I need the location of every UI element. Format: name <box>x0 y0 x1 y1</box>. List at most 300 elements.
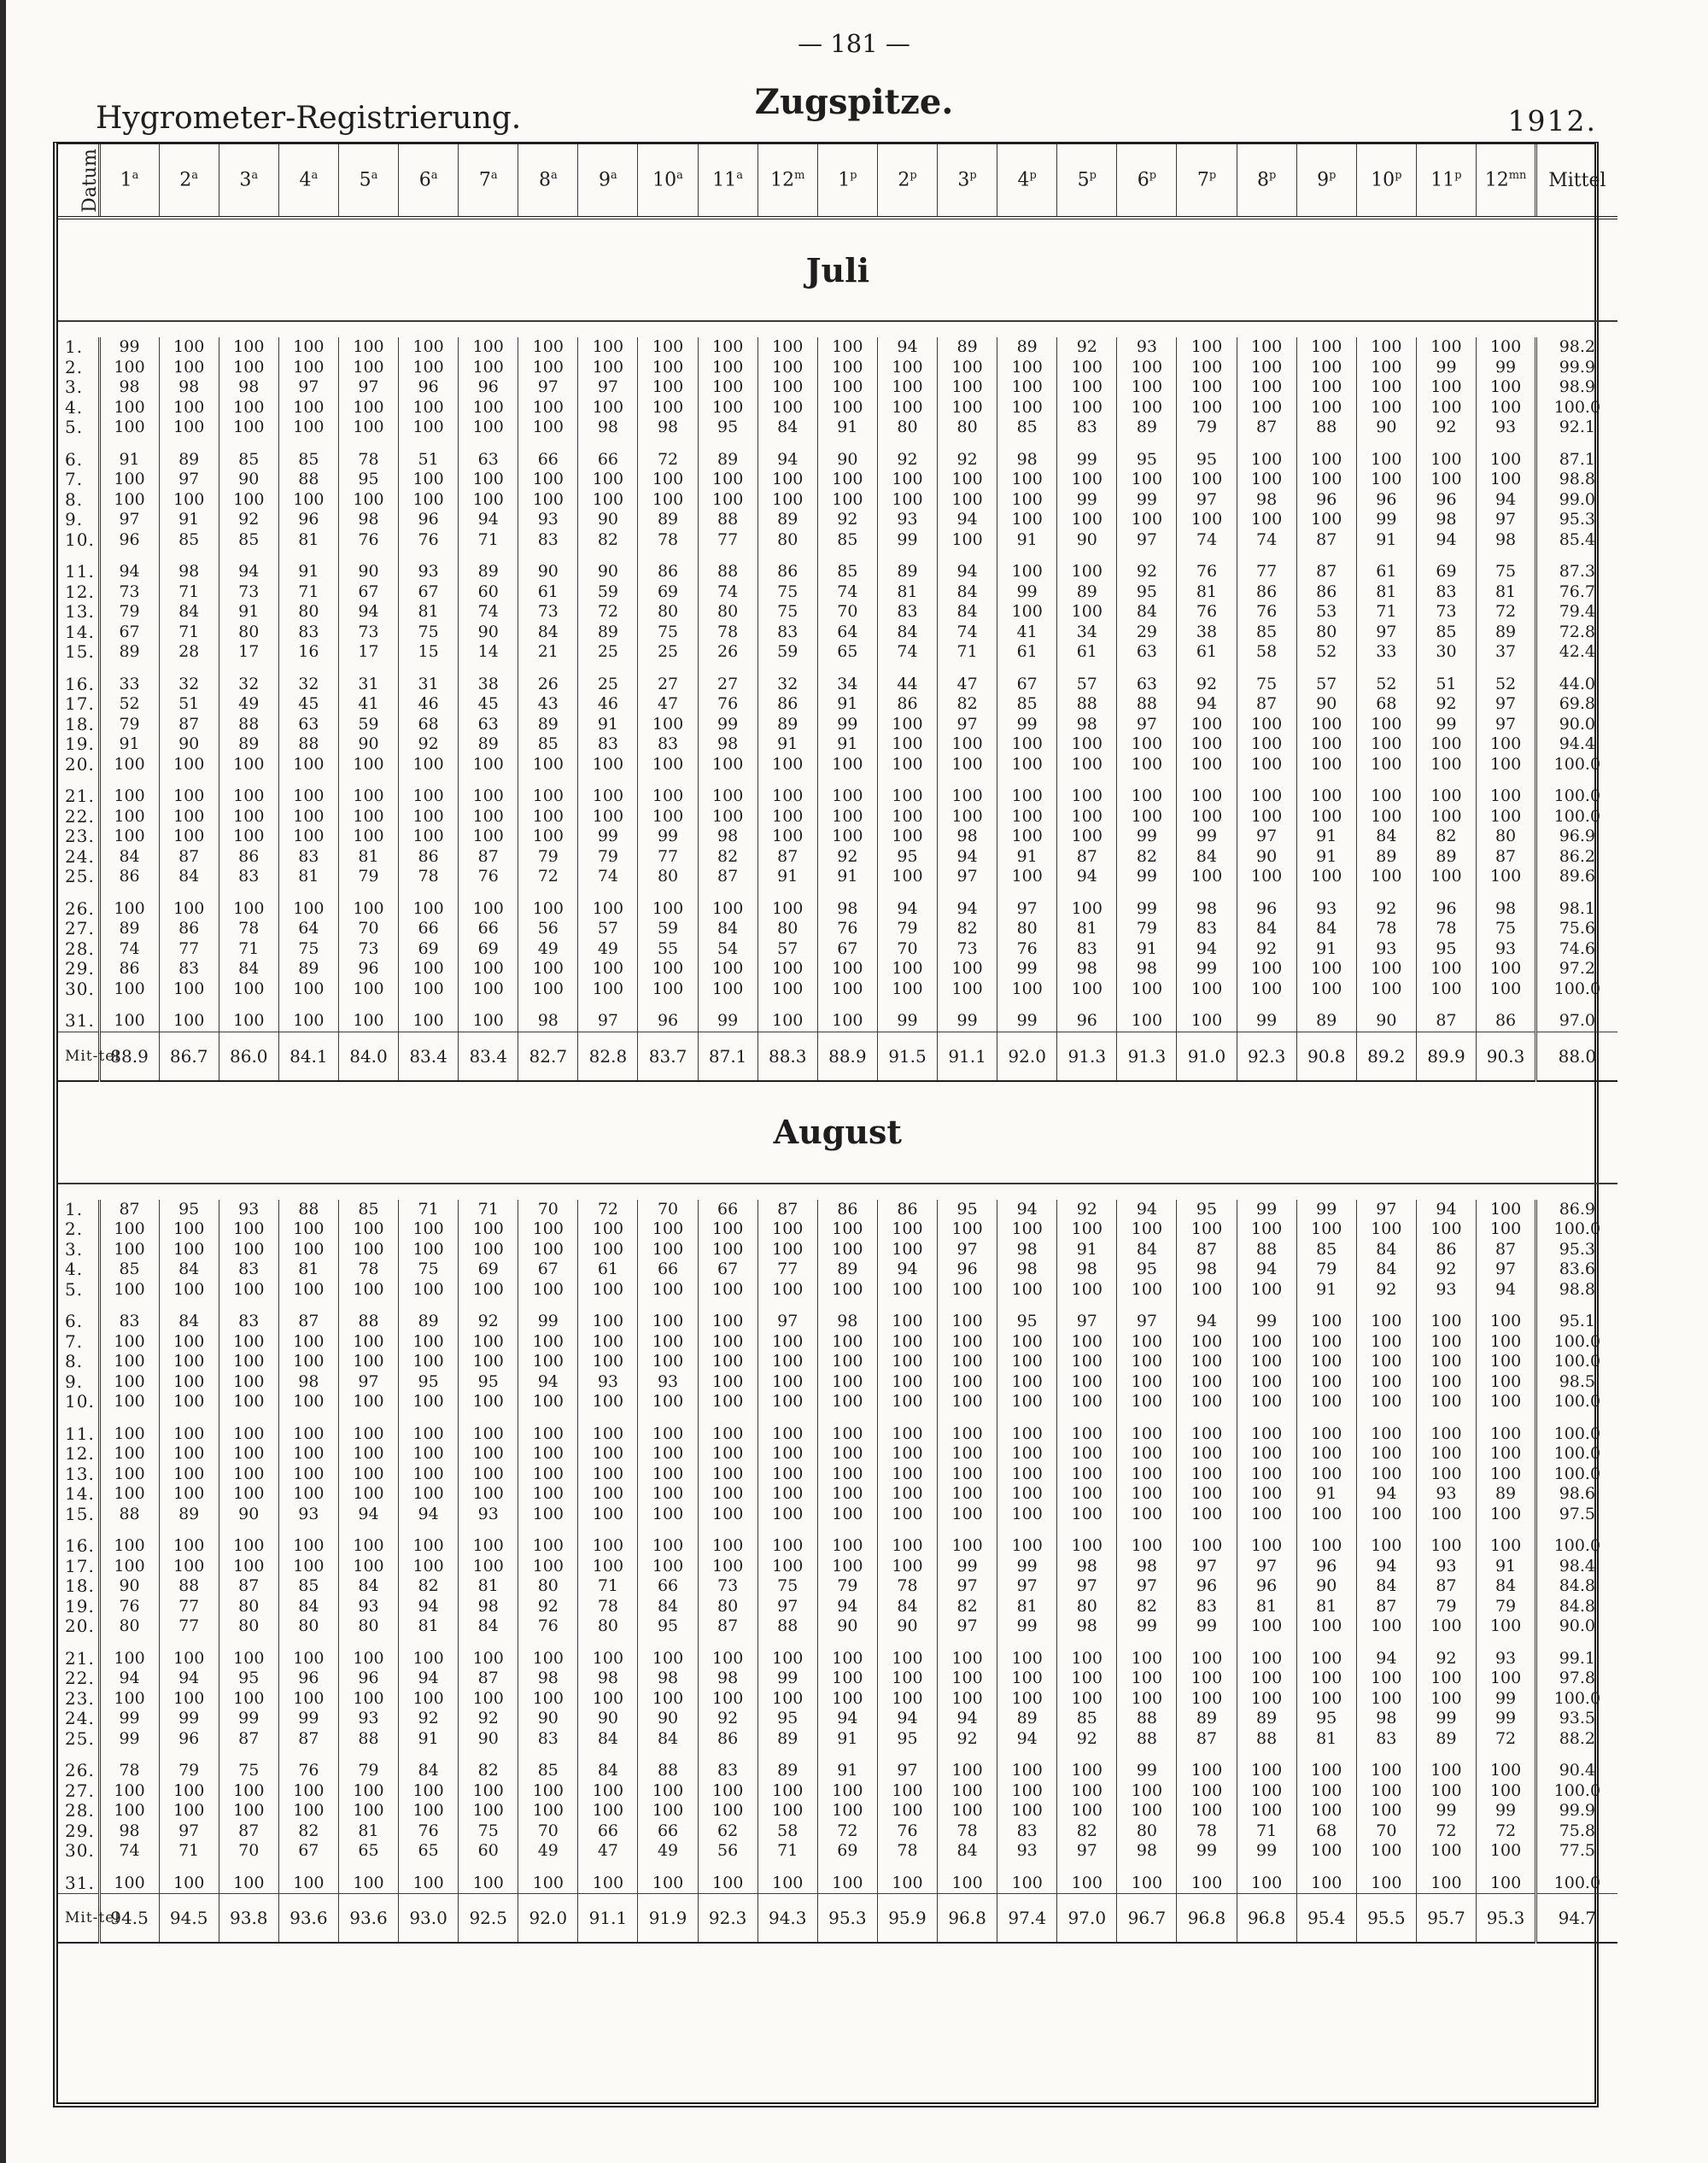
humidity-value: 84 <box>119 846 140 866</box>
humidity-value: 97 <box>159 470 219 490</box>
humidity-value: 100 <box>1177 1649 1237 1669</box>
humidity-value: 99 <box>997 959 1057 979</box>
humidity-value: 92 <box>1416 1260 1476 1280</box>
humidity-value: 100 <box>1296 470 1356 490</box>
humidity-value: 93 <box>1477 939 1536 960</box>
spacer-cell <box>698 1749 757 1761</box>
humidity-value: 84 <box>1477 1576 1536 1597</box>
spacer-cell <box>278 999 338 1011</box>
spacer-cell <box>99 1637 159 1649</box>
humidity-value: 100 <box>698 755 757 775</box>
humidity-value: 100 <box>114 1371 145 1391</box>
humidity-value: 100 <box>338 418 398 438</box>
daily-mean: 97.8 <box>1536 1669 1617 1689</box>
humidity-value: 100 <box>1477 1536 1536 1557</box>
humidity-value: 93 <box>399 562 459 582</box>
humidity-value: 100 <box>1296 1392 1356 1412</box>
humidity-value: 100 <box>997 1484 1057 1505</box>
humidity-value: 89 <box>578 623 638 643</box>
humidity-value: 92 <box>459 1709 518 1729</box>
humidity-value: 100 <box>757 899 817 920</box>
humidity-value: 86 <box>757 694 817 715</box>
spacer-cell <box>997 887 1057 899</box>
humidity-value: 90 <box>1296 694 1356 715</box>
humidity-value: 100 <box>1296 1689 1356 1710</box>
spacer-cell <box>1237 999 1296 1011</box>
humidity-value: 43 <box>518 694 578 715</box>
humidity-value: 100 <box>338 786 398 807</box>
humidity-value: 78 <box>938 1821 997 1842</box>
spacer-cell <box>518 1637 578 1649</box>
humidity-value: 100 <box>1117 358 1177 378</box>
hour-column-header: 4$^p$ <box>997 144 1057 218</box>
humidity-value: 95 <box>399 1372 459 1393</box>
spacer-cell <box>58 1862 99 1874</box>
humidity-value: 100 <box>1057 1505 1117 1525</box>
spacer-cell <box>1536 775 1617 786</box>
humidity-value: 100 <box>1237 1689 1296 1710</box>
spacer-cell <box>1477 1524 1536 1536</box>
humidity-value: 73 <box>698 1576 757 1597</box>
day-label: 24. <box>58 1709 99 1729</box>
table-row <box>58 1841 1617 1862</box>
table-row <box>58 1464 1617 1485</box>
humidity-value: 61 <box>518 582 578 603</box>
daily-mean: 100.0 <box>1536 398 1617 418</box>
hourly-mean-row <box>58 1894 1617 1944</box>
group-spacer-row <box>58 438 1617 450</box>
humidity-value: 76 <box>1177 562 1237 582</box>
humidity-value: 100 <box>1416 1841 1476 1862</box>
humidity-value: 90 <box>119 1576 140 1596</box>
spacer-cell <box>338 1862 398 1874</box>
humidity-value: 100 <box>1356 979 1416 1000</box>
humidity-value: 100 <box>638 1444 698 1464</box>
spacer-cell <box>518 775 578 786</box>
humidity-value: 94 <box>877 899 937 920</box>
humidity-value: 95 <box>1296 1709 1356 1729</box>
humidity-value: 80 <box>997 919 1057 939</box>
humidity-value: 86 <box>119 959 140 979</box>
spacer-cell <box>1117 438 1177 450</box>
humidity-value: 100 <box>399 827 459 847</box>
table-row <box>58 1557 1617 1577</box>
humidity-value: 100 <box>997 377 1057 398</box>
group-spacer-row <box>58 1300 1617 1312</box>
humidity-value: 84 <box>1356 1260 1416 1280</box>
humidity-value: 97 <box>278 377 338 398</box>
humidity-value: 98 <box>278 1372 338 1393</box>
humidity-value: 100 <box>757 1352 817 1372</box>
humidity-value: 99 <box>1237 1841 1296 1862</box>
humidity-value: 98 <box>698 1669 757 1689</box>
humidity-value: 80 <box>119 1616 140 1636</box>
humidity-value: 100 <box>1356 1505 1416 1525</box>
humidity-value: 100 <box>1296 755 1356 775</box>
humidity-value: 100 <box>1057 1669 1117 1689</box>
humidity-value: 98 <box>1356 1709 1416 1729</box>
humidity-value: 33 <box>1356 642 1416 663</box>
humidity-value: 83 <box>638 734 698 755</box>
humidity-value: 100 <box>938 1781 997 1802</box>
humidity-value: 100 <box>1356 1761 1416 1781</box>
daily-mean: 98.1 <box>1536 899 1617 920</box>
spacer-cell <box>817 663 877 675</box>
humidity-value: 100 <box>1477 1444 1536 1464</box>
hourly-mean-value: 95.4 <box>1296 1894 1356 1944</box>
humidity-value: 100 <box>638 490 698 511</box>
humidity-value: 15 <box>399 642 459 663</box>
humidity-value: 100 <box>1477 398 1536 418</box>
humidity-value: 72 <box>518 867 578 887</box>
table-row <box>58 847 1617 868</box>
spacer-cell <box>219 887 278 899</box>
humidity-value: 71 <box>399 1200 459 1220</box>
humidity-value: 100 <box>638 807 698 827</box>
day-label: 6. <box>58 1312 99 1332</box>
humidity-value: 100 <box>1057 1781 1117 1802</box>
humidity-value: 49 <box>518 1841 578 1862</box>
spacer-cell <box>1416 1300 1476 1312</box>
day-label: 17. <box>58 1557 99 1577</box>
daily-mean: 100.0 <box>1536 1464 1617 1485</box>
humidity-value: 100 <box>1177 1011 1237 1032</box>
spacer-cell <box>399 438 459 450</box>
humidity-value: 17 <box>219 642 278 663</box>
group-spacer-row <box>58 775 1617 786</box>
humidity-value: 100 <box>997 755 1057 775</box>
humidity-value: 85 <box>1296 1240 1356 1260</box>
humidity-value: 100 <box>938 755 997 775</box>
humidity-value: 100 <box>578 755 638 775</box>
humidity-value: 100 <box>1237 377 1296 398</box>
humidity-value: 100 <box>1356 1616 1416 1637</box>
humidity-value: 100 <box>338 1240 398 1260</box>
humidity-value: 45 <box>278 694 338 715</box>
humidity-value: 91 <box>817 867 877 887</box>
humidity-value: 100 <box>757 959 817 979</box>
humidity-value: 92 <box>938 1729 997 1750</box>
humidity-value: 100 <box>219 1649 278 1669</box>
humidity-value: 100 <box>1477 1312 1536 1332</box>
humidity-value: 100 <box>114 1873 145 1892</box>
humidity-value: 98 <box>1177 1260 1237 1280</box>
humidity-value: 78 <box>338 450 398 471</box>
spacer-cell <box>997 1412 1057 1424</box>
spacer-cell <box>877 550 937 562</box>
spacer-cell <box>58 438 99 450</box>
spacer-cell <box>1416 1524 1476 1536</box>
humidity-value: 78 <box>578 1597 638 1617</box>
table-row <box>58 1200 1617 1220</box>
table-row <box>58 919 1617 939</box>
humidity-value: 100 <box>114 418 145 437</box>
humidity-value: 100 <box>338 1332 398 1353</box>
humidity-value: 100 <box>1296 1352 1356 1372</box>
humidity-value: 76 <box>698 694 757 715</box>
daily-mean: 100.0 <box>1536 1536 1617 1557</box>
humidity-value: 91 <box>578 715 638 735</box>
spacer-cell <box>1057 663 1117 675</box>
table-row <box>58 510 1617 530</box>
humidity-value: 100 <box>1057 1874 1117 1894</box>
month-heading: August <box>58 1081 1617 1184</box>
humidity-value: 100 <box>219 1424 278 1445</box>
humidity-value: 51 <box>159 694 219 715</box>
humidity-value: 92 <box>399 1709 459 1729</box>
daily-mean: 86.9 <box>1536 1200 1617 1220</box>
day-label: 23. <box>58 1689 99 1710</box>
humidity-value: 89 <box>1117 418 1177 438</box>
humidity-value: 100 <box>877 959 937 979</box>
humidity-value: 100 <box>578 1392 638 1412</box>
humidity-value: 96 <box>1416 490 1476 511</box>
humidity-value: 80 <box>278 602 338 623</box>
humidity-value: 92 <box>518 1597 578 1617</box>
humidity-value: 95 <box>1177 1200 1237 1220</box>
humidity-value: 100 <box>877 1781 937 1802</box>
hourly-mean-value: 91.5 <box>877 1032 937 1081</box>
humidity-value: 100 <box>1477 377 1536 398</box>
humidity-value: 86 <box>877 694 937 715</box>
humidity-value: 100 <box>1177 358 1237 378</box>
spacer-cell <box>1057 775 1117 786</box>
spacer-cell <box>1177 999 1237 1011</box>
humidity-value: 97 <box>1477 1260 1536 1280</box>
humidity-value: 100 <box>1296 1424 1356 1445</box>
humidity-value: 100 <box>399 1536 459 1557</box>
humidity-value: 85 <box>219 530 278 551</box>
humidity-value: 100 <box>518 755 578 775</box>
humidity-value: 100 <box>1117 1352 1177 1372</box>
humidity-value: 100 <box>877 827 937 847</box>
humidity-value: 67 <box>698 1260 757 1280</box>
spacer-cell <box>938 663 997 675</box>
spacer-cell <box>578 775 638 786</box>
humidity-value: 100 <box>159 490 219 511</box>
humidity-value: 87 <box>698 867 757 887</box>
humidity-value: 85 <box>1237 623 1296 643</box>
humidity-value: 89 <box>1416 1729 1476 1750</box>
humidity-value: 100 <box>638 1280 698 1301</box>
humidity-value: 99 <box>119 337 140 357</box>
humidity-value: 100 <box>1177 734 1237 755</box>
humidity-value: 91 <box>997 847 1057 868</box>
humidity-value: 32 <box>159 675 219 695</box>
spacer-cell <box>459 1412 518 1424</box>
humidity-value: 75 <box>399 623 459 643</box>
humidity-value: 66 <box>638 1576 698 1597</box>
humidity-value: 82 <box>578 530 638 551</box>
humidity-value: 84 <box>638 1597 698 1617</box>
humidity-value: 91 <box>1477 1557 1536 1577</box>
humidity-value: 85 <box>278 450 338 471</box>
spacer-cell <box>278 550 338 562</box>
humidity-value: 99 <box>938 1557 997 1577</box>
humidity-value: 69 <box>817 1841 877 1862</box>
humidity-value: 100 <box>578 470 638 490</box>
spacer-cell <box>698 999 757 1011</box>
spacer-cell <box>1237 438 1296 450</box>
humidity-value: 85 <box>997 694 1057 715</box>
spacer-cell <box>159 1412 219 1424</box>
spacer-cell <box>278 1749 338 1761</box>
humidity-value: 100 <box>1117 786 1177 807</box>
spacer-cell <box>1477 999 1536 1011</box>
day-label: 28. <box>58 1801 99 1821</box>
humidity-value: 98 <box>1237 490 1296 511</box>
humidity-value: 93 <box>997 1841 1057 1862</box>
humidity-value: 92 <box>1356 1280 1416 1301</box>
humidity-value: 100 <box>1416 1616 1476 1637</box>
spacer-cell <box>1296 775 1356 786</box>
humidity-value: 87 <box>219 1576 278 1597</box>
humidity-value: 100 <box>1237 1444 1296 1464</box>
humidity-value: 100 <box>638 715 698 735</box>
spacer-cell <box>518 550 578 562</box>
humidity-value: 82 <box>698 847 757 868</box>
day-label: 23. <box>58 827 99 847</box>
humidity-value: 97 <box>938 715 997 735</box>
humidity-value: 100 <box>1296 1464 1356 1485</box>
hour-column-header: 5$^a$ <box>338 144 398 218</box>
humidity-value: 80 <box>698 602 757 623</box>
humidity-value: 87 <box>159 715 219 735</box>
humidity-value: 56 <box>518 919 578 939</box>
daily-mean: 96.9 <box>1536 827 1617 847</box>
humidity-value: 100 <box>1177 1801 1237 1821</box>
humidity-value: 98 <box>338 510 398 530</box>
humidity-value: 67 <box>119 622 140 641</box>
hour-column-header: 4$^a$ <box>278 144 338 218</box>
humidity-value: 100 <box>1117 979 1177 1000</box>
humidity-value: 100 <box>459 418 518 438</box>
day-label: 30. <box>58 1841 99 1862</box>
spacer-cell <box>1117 1637 1177 1649</box>
hourly-mean-value: 93.8 <box>219 1894 278 1944</box>
humidity-value: 73 <box>338 623 398 643</box>
humidity-value: 99 <box>1177 1841 1237 1862</box>
humidity-value: 73 <box>518 602 578 623</box>
humidity-value: 85 <box>278 1576 338 1597</box>
day-label: 25. <box>58 867 99 887</box>
humidity-value: 100 <box>757 1505 817 1525</box>
humidity-value: 100 <box>1356 734 1416 755</box>
spacer-cell <box>578 1637 638 1649</box>
humidity-value: 97 <box>119 510 140 529</box>
humidity-value: 100 <box>997 602 1057 623</box>
humidity-value: 100 <box>518 398 578 418</box>
humidity-value: 100 <box>1356 1219 1416 1240</box>
spacer-cell <box>278 1300 338 1312</box>
spacer-cell <box>1117 550 1177 562</box>
table-row <box>58 1280 1617 1301</box>
humidity-value: 100 <box>338 1649 398 1669</box>
humidity-value: 83 <box>119 1312 140 1331</box>
humidity-value: 100 <box>997 1649 1057 1669</box>
spacer-row <box>58 321 1617 337</box>
humidity-value: 80 <box>638 867 698 887</box>
spacer-cell <box>1057 887 1117 899</box>
humidity-value: 76 <box>1237 602 1296 623</box>
humidity-value: 100 <box>459 1424 518 1445</box>
humidity-value: 100 <box>459 807 518 827</box>
daily-mean: 95.3 <box>1536 510 1617 530</box>
humidity-value: 89 <box>757 715 817 735</box>
spacer-cell <box>1296 438 1356 450</box>
spacer-cell <box>1477 438 1536 450</box>
humidity-value: 84 <box>578 1761 638 1781</box>
humidity-value: 88 <box>119 1504 140 1523</box>
humidity-value: 59 <box>757 642 817 663</box>
humidity-value: 100 <box>817 1505 877 1525</box>
spacer-cell <box>938 1749 997 1761</box>
humidity-value: 90 <box>817 1616 877 1637</box>
group-spacer-row <box>58 999 1617 1011</box>
humidity-value: 100 <box>578 1801 638 1821</box>
humidity-value: 83 <box>1057 939 1117 960</box>
humidity-value: 97 <box>1356 1200 1416 1220</box>
spacer-cell <box>578 1749 638 1761</box>
humidity-value: 100 <box>757 1240 817 1260</box>
humidity-value: 99 <box>119 1709 140 1728</box>
humidity-value: 100 <box>1057 899 1117 920</box>
humidity-value: 100 <box>459 1332 518 1353</box>
humidity-value: 91 <box>119 449 140 469</box>
humidity-value: 52 <box>1477 675 1536 695</box>
humidity-value: 38 <box>1177 623 1237 643</box>
humidity-value: 79 <box>1477 1597 1536 1617</box>
humidity-value: 100 <box>338 1392 398 1412</box>
table-row <box>58 1372 1617 1393</box>
humidity-value: 100 <box>698 807 757 827</box>
table-row <box>58 1352 1617 1372</box>
humidity-value: 94 <box>1177 1312 1237 1332</box>
hourly-mean-value: 97.4 <box>997 1894 1057 1944</box>
humidity-value: 57 <box>757 939 817 960</box>
humidity-value: 100 <box>817 337 877 358</box>
humidity-value: 100 <box>518 1801 578 1821</box>
humidity-value: 97 <box>1356 623 1416 643</box>
spacer-cell <box>578 1862 638 1874</box>
humidity-value: 100 <box>1177 377 1237 398</box>
humidity-value: 86 <box>877 1200 937 1220</box>
humidity-value: 98 <box>119 377 140 397</box>
hygrometer-table <box>58 144 1617 1944</box>
spacer-cell <box>1416 438 1476 450</box>
humidity-value: 27 <box>698 675 757 695</box>
humidity-value: 100 <box>459 786 518 807</box>
table-row <box>58 1649 1617 1669</box>
humidity-value: 100 <box>459 827 518 847</box>
humidity-value: 80 <box>338 1616 398 1637</box>
humidity-value: 100 <box>518 1424 578 1445</box>
humidity-value: 100 <box>159 1536 219 1557</box>
humidity-value: 94 <box>1237 1260 1296 1280</box>
hourly-mean-value: 86.7 <box>159 1032 219 1081</box>
humidity-value: 98 <box>1416 510 1476 530</box>
humidity-value: 100 <box>159 1332 219 1353</box>
humidity-value: 99 <box>1477 1709 1536 1729</box>
humidity-value: 100 <box>1117 1536 1177 1557</box>
humidity-value: 100 <box>219 1464 278 1485</box>
humidity-value: 49 <box>219 694 278 715</box>
humidity-value: 61 <box>1057 642 1117 663</box>
humidity-value: 100 <box>698 1505 757 1525</box>
humidity-value: 26 <box>698 642 757 663</box>
humidity-value: 100 <box>278 807 338 827</box>
humidity-value: 100 <box>638 1649 698 1669</box>
